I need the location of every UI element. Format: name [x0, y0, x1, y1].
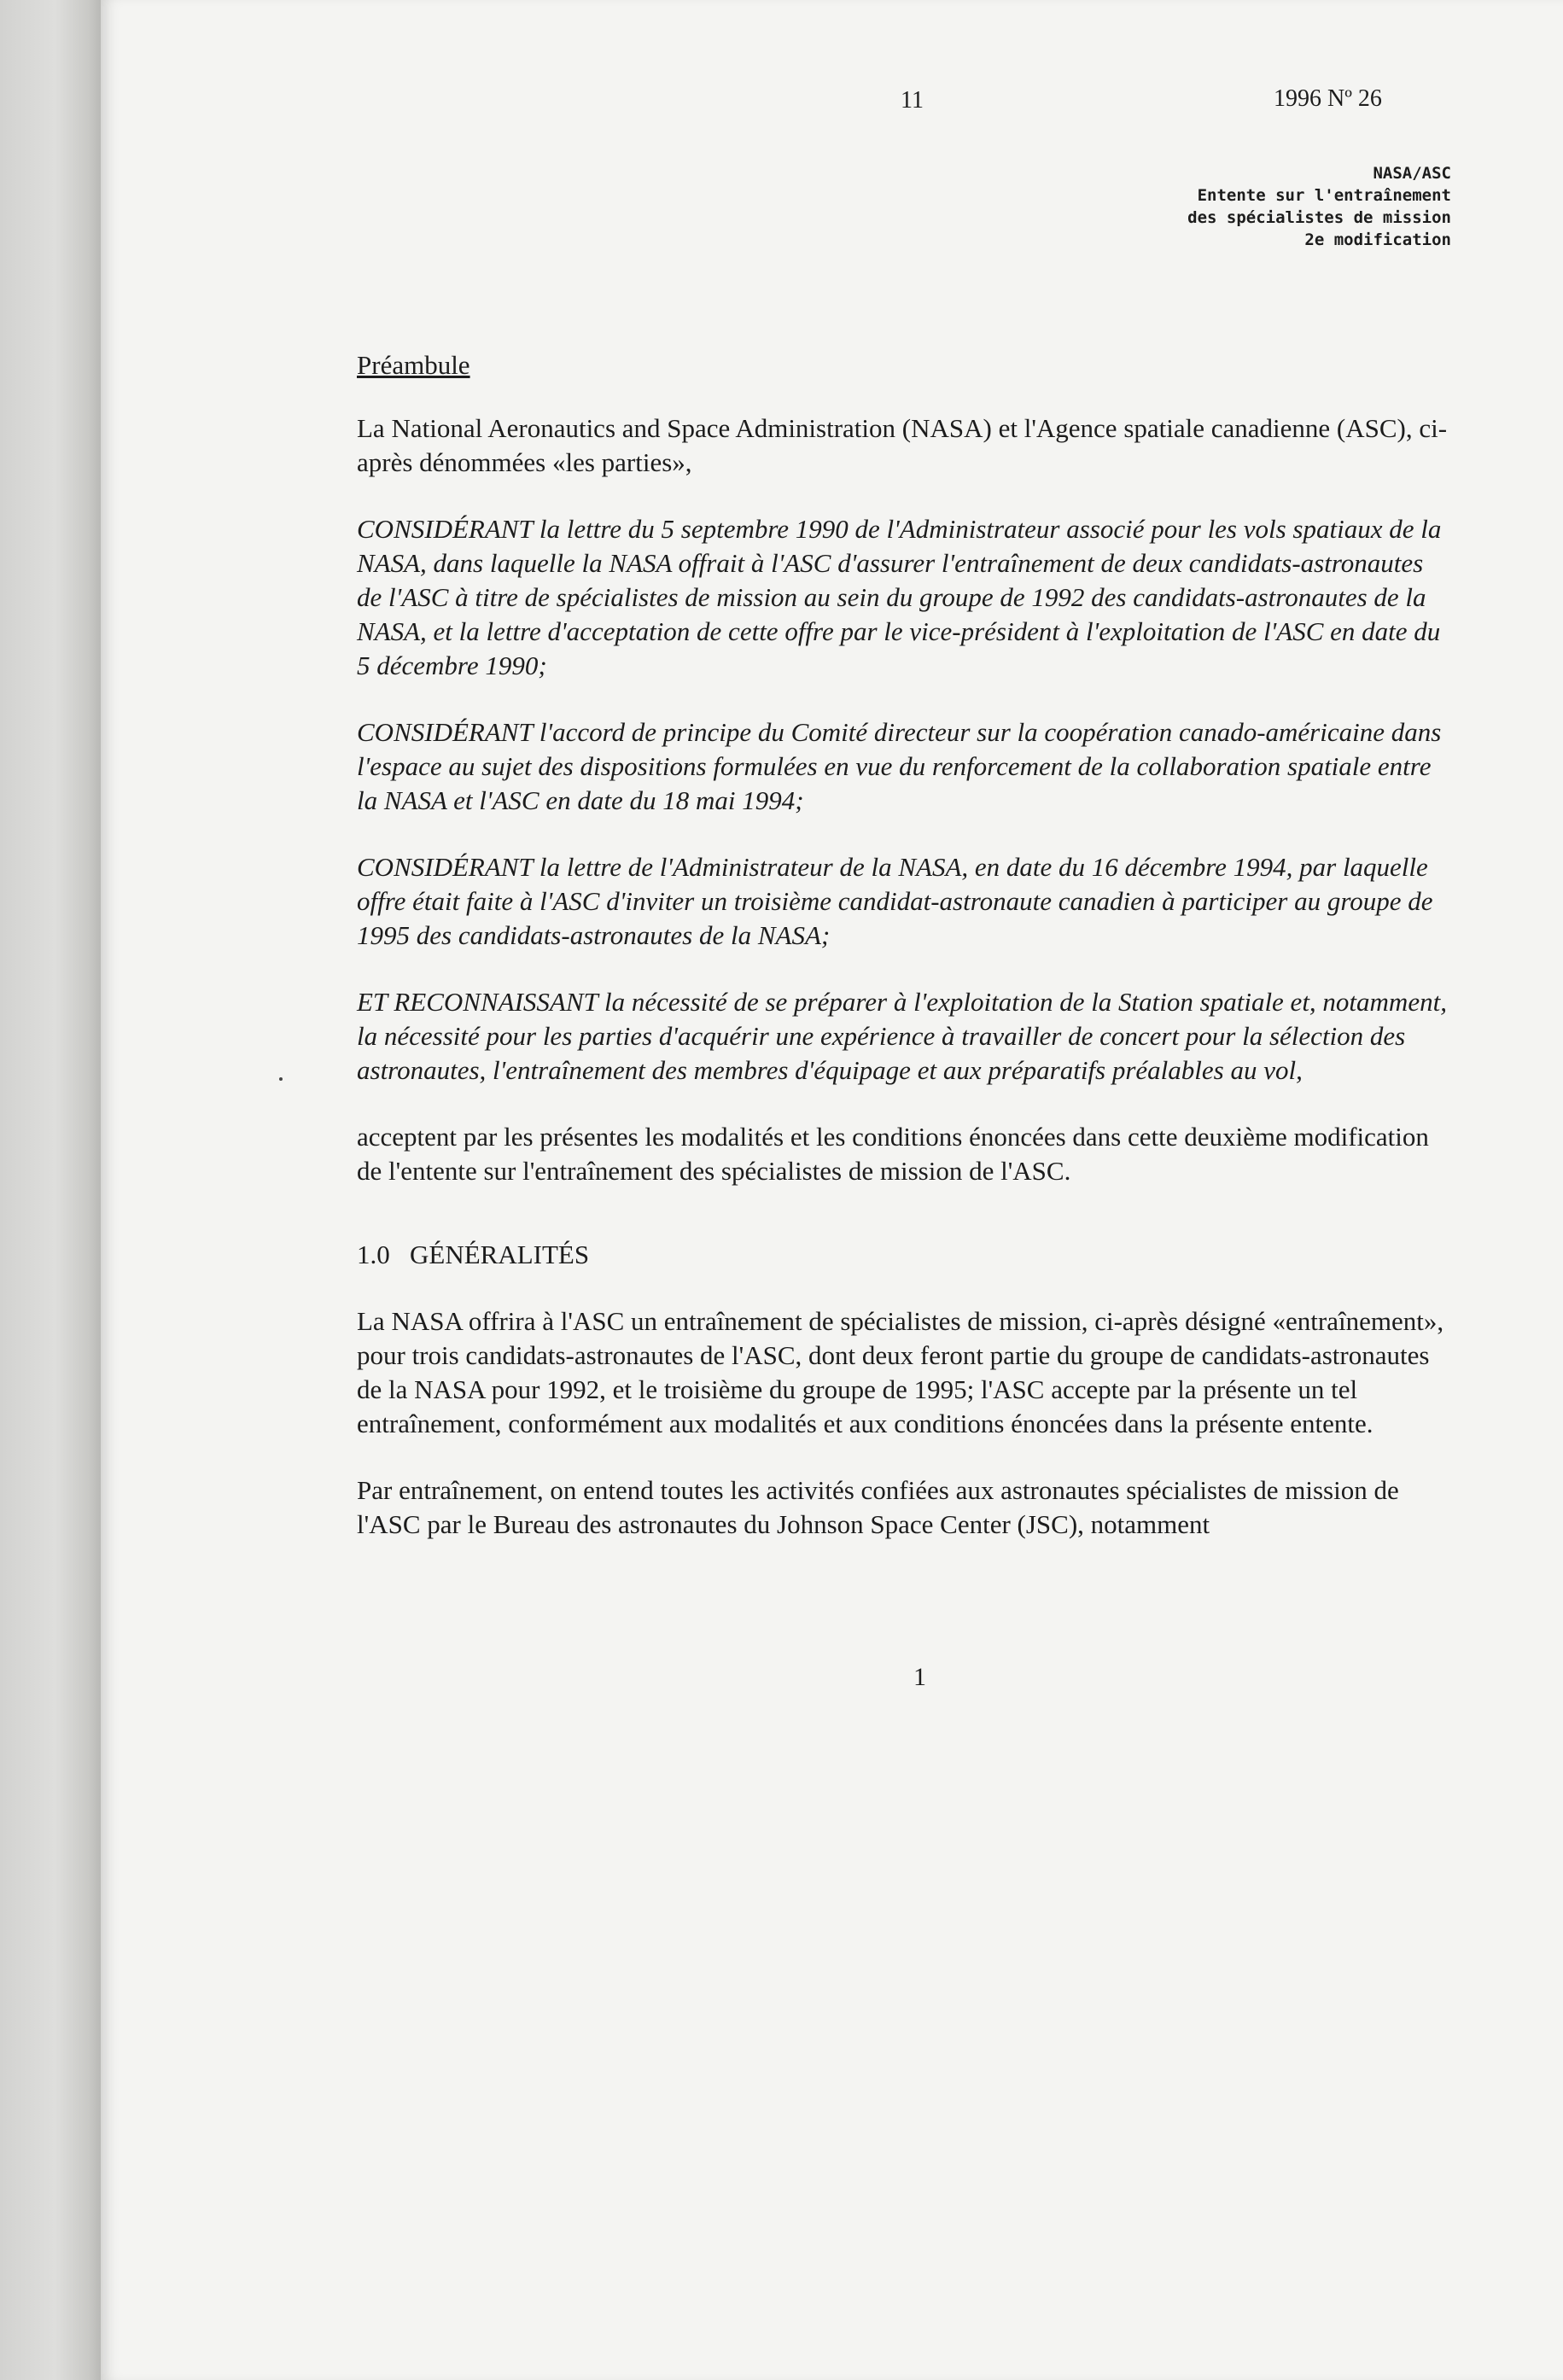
preamble-clause: [357, 850, 1451, 953]
preamble-clause: [357, 985, 1451, 1088]
header-line: Entente sur l'entraînement: [1197, 186, 1451, 205]
clause-text: la lettre de l'Administrateur de la NASA, en date du 16 décembre 1994, par laquelle offre était faite à l'ASC d'inviter un troisième candidat-astronaute canadien à participer au groupe de 1995 des candidats-astronautes de la NASA;: [357, 852, 1433, 950]
agreement-header: [1101, 162, 1451, 251]
preamble-conclusion: acceptent par les présentes les modalités et les conditions énoncées dans cette deuxième modification de l'entente sur l'entraînement des spécialistes de mission de l'ASC.: [357, 1122, 1429, 1186]
gazette-reference: 1996 Nº 26: [1274, 85, 1382, 112]
document-body: [357, 348, 1451, 1574]
clause-lead: CONSIDÉRANT: [357, 717, 534, 747]
clause-text: l'accord de principe du Comité directeur sur la coopération canado-américaine dans l'espace au sujet des dispositions formulées en vue du renforcement de la collaboration spatiale entre la NASA et l'ASC en date du 18 mai 1994;: [357, 717, 1442, 815]
section-paragraph: Par entraînement, on entend toutes les activités confiées aux astronautes spécialistes de mission de l'ASC par le Bureau des astronautes du Johnson Space Center (JSC), notamment: [357, 1475, 1399, 1539]
preamble-intro: La National Aeronautics and Space Administration (NASA) et l'Agence spatiale canadienne (ASC), ci-après dénommées «les parties»,: [357, 413, 1448, 477]
section-paragraph: La NASA offrira à l'ASC un entraînement de spécialistes de mission, ci-après désigné «entraînement», pour trois candidats-astronautes de l'ASC, dont deux feront partie du groupe de candidats-astronautes de la NASA pour 1992, et le troisième du groupe de 1995; l'ASC accepte par la présente un tel entraînement, conformément aux modalités et aux conditions énoncées dans la présente entente.: [357, 1306, 1444, 1438]
section-heading: [357, 1238, 1451, 1272]
preamble-clause: [357, 715, 1451, 818]
clause-lead: CONSIDÉRANT: [357, 852, 534, 882]
preamble-title: Préambule: [357, 350, 470, 380]
header-line: 2e modification: [1304, 230, 1451, 249]
page-number-bottom: 1: [913, 1663, 926, 1691]
clause-text: la nécessité de se préparer à l'exploitation de la Station spatiale et, notamment, la nécessité pour les parties d'acquérir une expérience à travailler de concert pour la sélection des astronautes, l'entraînement des membres d'équipage et aux préparatifs préalables au vol,: [357, 987, 1447, 1085]
preamble-clause: [357, 512, 1451, 683]
clause-lead: CONSIDÉRANT: [357, 514, 534, 544]
section-title: GÉNÉRALITÉS: [410, 1240, 590, 1269]
paper-speck: [279, 1077, 283, 1081]
page-number-top: 11: [901, 87, 924, 114]
clause-lead: ET RECONNAISSANT: [357, 987, 598, 1017]
section-number: 1.0: [357, 1240, 390, 1269]
header-line: NASA/ASC: [1373, 164, 1451, 183]
binding-spine: [0, 0, 101, 2380]
clause-text: la lettre du 5 septembre 1990 de l'Administrateur associé pour les vols spatiaux de la NASA, dans laquelle la NASA offrait à l'ASC d'assurer l'entraînement de deux candidats-astronautes de l'ASC à titre de spécialistes de mission au sein du groupe de 1992 des candidats-astronautes de la NASA, et la lettre d'acceptation de cette offre par le vice-président à l'exploitation de l'ASC en date du 5 décembre 1990;: [357, 514, 1442, 680]
header-line: des spécialistes de mission: [1187, 208, 1451, 227]
